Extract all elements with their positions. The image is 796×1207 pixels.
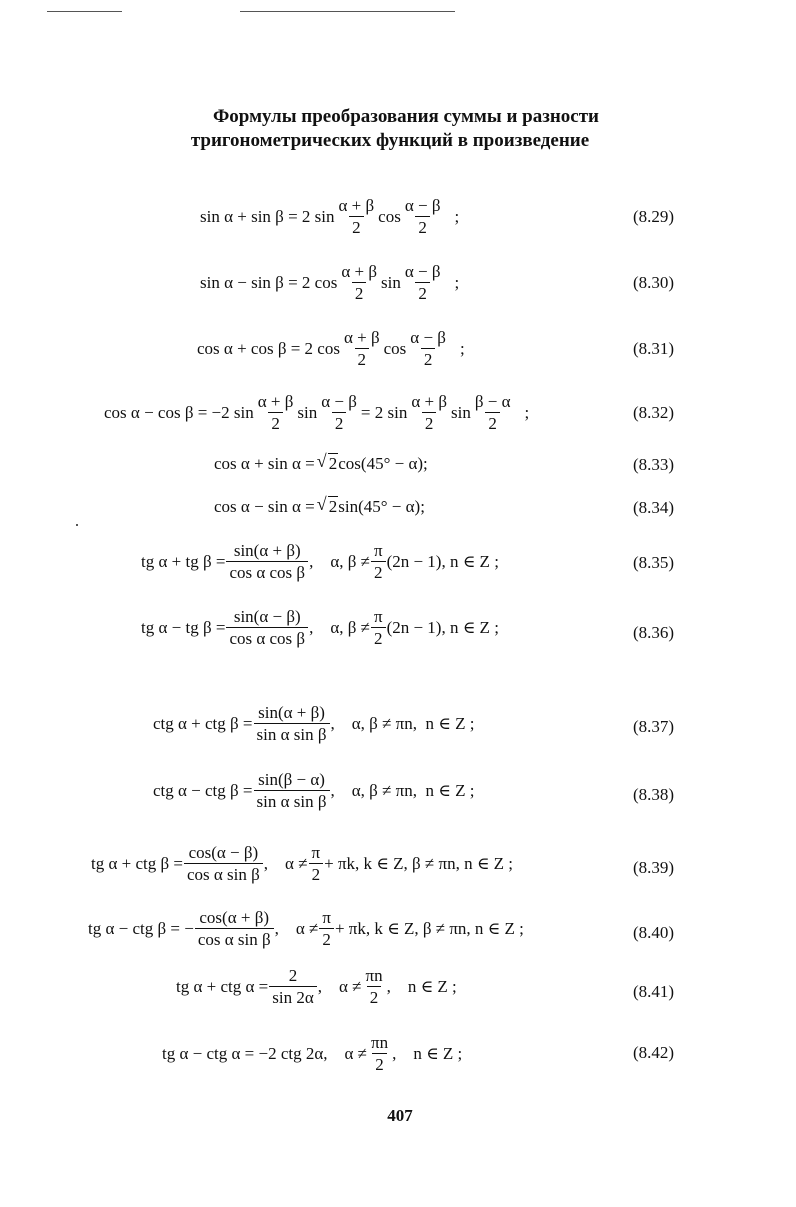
equation-number: (8.36)	[633, 623, 675, 642]
equation-number: (8.40)	[633, 923, 675, 942]
square-root: √ 2	[317, 455, 339, 472]
scan-artifact-line	[47, 11, 122, 12]
fraction: $\frac{\alpha - \beta}{2}$	[410, 328, 446, 369]
fraction: $\frac{2}{\sin 2\alpha}$	[269, 966, 317, 1007]
scan-artifact-dot	[76, 524, 78, 526]
equation-number: (8.42)	[633, 1043, 675, 1062]
equation-number: (8.34)	[633, 498, 675, 517]
formula-8-35: tg α + tg β = $\frac{\sin(\alpha + \beta)}{\text{cos α cos β}}$ , α, β ≠ $\frac{\pi}{2}$ (2n − 1), n ∈ Z ;	[141, 541, 499, 582]
fraction: $\frac{\cos(\alpha + \beta)}{\text{cos α sin β}}$	[195, 908, 274, 949]
equation-number: (8.29)	[633, 207, 675, 226]
fraction: $\frac{\alpha - \beta}{2}$	[321, 392, 357, 433]
fraction: $\frac{\pi n}{2}$	[365, 966, 383, 1007]
section-title-line-2: тригонометрических функций в произведение	[190, 130, 590, 151]
fraction: $\frac{\alpha + \beta}{2}$	[343, 328, 380, 369]
formula-lhs: ctg α − ctg β =	[153, 781, 253, 800]
equation-number: (8.38)	[633, 785, 675, 804]
formula-lhs: tg α + tg β =	[141, 552, 226, 571]
formula-lhs: tg α + ctg α =	[176, 977, 269, 996]
fraction: $\frac{\pi}{2}$	[319, 908, 334, 949]
formula-8-42: tg α − ctg α = −2 ctg 2α, α ≠ $\frac{\pi n}{2}$ , n ∈ Z ;	[162, 1033, 463, 1074]
fraction: $\frac{\pi}{2}$	[371, 541, 386, 582]
formula-8-32: cos α − cos β = −2 sin $\frac{\alpha + \beta}{2}$ sin $\frac{\alpha - \beta}{2}$ = 2 sin $\frac{\alpha + \beta}{2}$ sin $\frac{\beta - \alpha}{2}$ ;	[104, 392, 530, 433]
fraction: $\frac{\alpha + \beta}{2}$	[341, 262, 377, 303]
fraction: $\frac{\alpha + \beta}{2}$	[338, 196, 375, 237]
formula-8-31: cos α + cos β = 2 cos $\frac{\alpha + \beta}{2}$ cos $\frac{\alpha - \beta}{2}$ ;	[197, 328, 465, 369]
formula-8-41: tg α + ctg α = $\frac{2}{\sin 2\alpha}$ , α ≠ $\frac{\pi n}{2}$ , n ∈ Z ;	[176, 966, 457, 1007]
fraction: $\frac{\beta - \alpha}{2}$	[474, 392, 511, 433]
formula-8-34: cos α − sin α = √ 2 sin(45° − α);	[214, 498, 425, 515]
formula-lhs: cos α − sin α =	[214, 497, 315, 516]
formula-lhs: tg α − ctg α = −2 ctg 2α, α ≠	[162, 1044, 367, 1063]
fraction: $\frac{\pi n}{2}$	[370, 1033, 389, 1074]
formula-lhs: ctg α + ctg β =	[153, 714, 253, 733]
equation-number: (8.30)	[633, 273, 675, 292]
fraction: $\frac{\sin(\alpha - \beta)}{\text{cos α cos β}}$	[226, 607, 308, 648]
fraction: $\frac{\alpha - \beta}{2}$	[404, 196, 441, 237]
formula-8-37: ctg α + ctg β = $\frac{\sin(\alpha + \beta)}{\text{sin α sin β}}$ , α, β ≠ πn, n ∈ Z ;	[153, 703, 475, 744]
formula-8-38: ctg α − ctg β = $\frac{\sin(\beta - \alpha)}{\text{sin α sin β}}$ , α, β ≠ πn, n ∈ Z ;	[153, 770, 475, 811]
formula-lhs: tg α − ctg β = −	[88, 919, 194, 938]
fraction: $\frac{\pi}{2}$	[371, 607, 386, 648]
formula-8-29: sin α + sin β = 2 sin $\frac{\alpha + \beta}{2}$ cos $\frac{\alpha - \beta}{2}$ ;	[200, 196, 460, 237]
fraction: $\frac{\alpha + \beta}{2}$	[257, 392, 294, 433]
fraction: $\frac{\cos(\alpha - \beta)}{\text{cos α sin β}}$	[184, 843, 263, 884]
formula-lhs: tg α − tg β =	[141, 618, 226, 637]
equation-number: (8.35)	[633, 553, 675, 572]
formula-lhs: tg α + ctg β =	[91, 854, 183, 873]
formula-lhs: sin α − sin β = 2 cos	[200, 273, 338, 292]
equation-number: (8.31)	[633, 339, 675, 358]
fraction: $\frac{\alpha + \beta}{2}$	[411, 392, 447, 433]
formula-8-33: cos α + sin α = √ 2 cos(45° − α);	[214, 455, 428, 472]
formula-lhs: cos α − cos β = −2 sin	[104, 403, 254, 422]
fraction: $\frac{\sin(\beta - \alpha)}{\text{sin α sin β}}$	[254, 770, 330, 811]
formula-8-40: tg α − ctg β = − $\frac{\cos(\alpha + \beta)}{\text{cos α sin β}}$ , α ≠ $\frac{\pi}{2}$ + πk, k ∈ Z, β ≠ πn, n ∈ Z ;	[88, 908, 524, 949]
section-title-line-1: Формулы преобразования суммы и разности	[212, 106, 600, 127]
equation-number: (8.33)	[633, 455, 675, 474]
page-number: 407	[387, 1106, 413, 1125]
fraction: $\frac{\pi}{2}$	[309, 843, 324, 884]
fraction: $\frac{\alpha - \beta}{2}$	[404, 262, 441, 303]
fraction: $\frac{\sin(\alpha + \beta)}{\text{sin α sin β}}$	[254, 703, 330, 744]
formula-8-36: tg α − tg β = $\frac{\sin(\alpha - \beta)}{\text{cos α cos β}}$ , α, β ≠ $\frac{\pi}{2}$ (2n − 1), n ∈ Z ;	[141, 607, 499, 648]
equation-number: (8.39)	[633, 858, 675, 877]
formula-8-30: sin α − sin β = 2 cos $\frac{\alpha + \beta}{2}$ sin $\frac{\alpha - \beta}{2}$ ;	[200, 262, 460, 303]
square-root: √ 2	[317, 498, 339, 515]
equation-number: (8.32)	[633, 403, 675, 422]
scan-artifact-line	[240, 11, 455, 12]
formula-lhs: sin α + sin β = 2 sin	[200, 207, 335, 226]
equation-number: (8.41)	[633, 982, 675, 1001]
formula-lhs: cos α + sin α =	[214, 454, 315, 473]
formula-lhs: cos α + cos β = 2 cos	[197, 339, 340, 358]
formula-8-39: tg α + ctg β = $\frac{\cos(\alpha - \beta)}{\text{cos α sin β}}$ , α ≠ $\frac{\pi}{2}$ + πk, k ∈ Z, β ≠ πn, n ∈ Z ;	[91, 843, 514, 884]
equation-number: (8.37)	[633, 717, 675, 736]
fraction: $\frac{\sin(\alpha + \beta)}{\text{cos α cos β}}$	[226, 541, 308, 582]
